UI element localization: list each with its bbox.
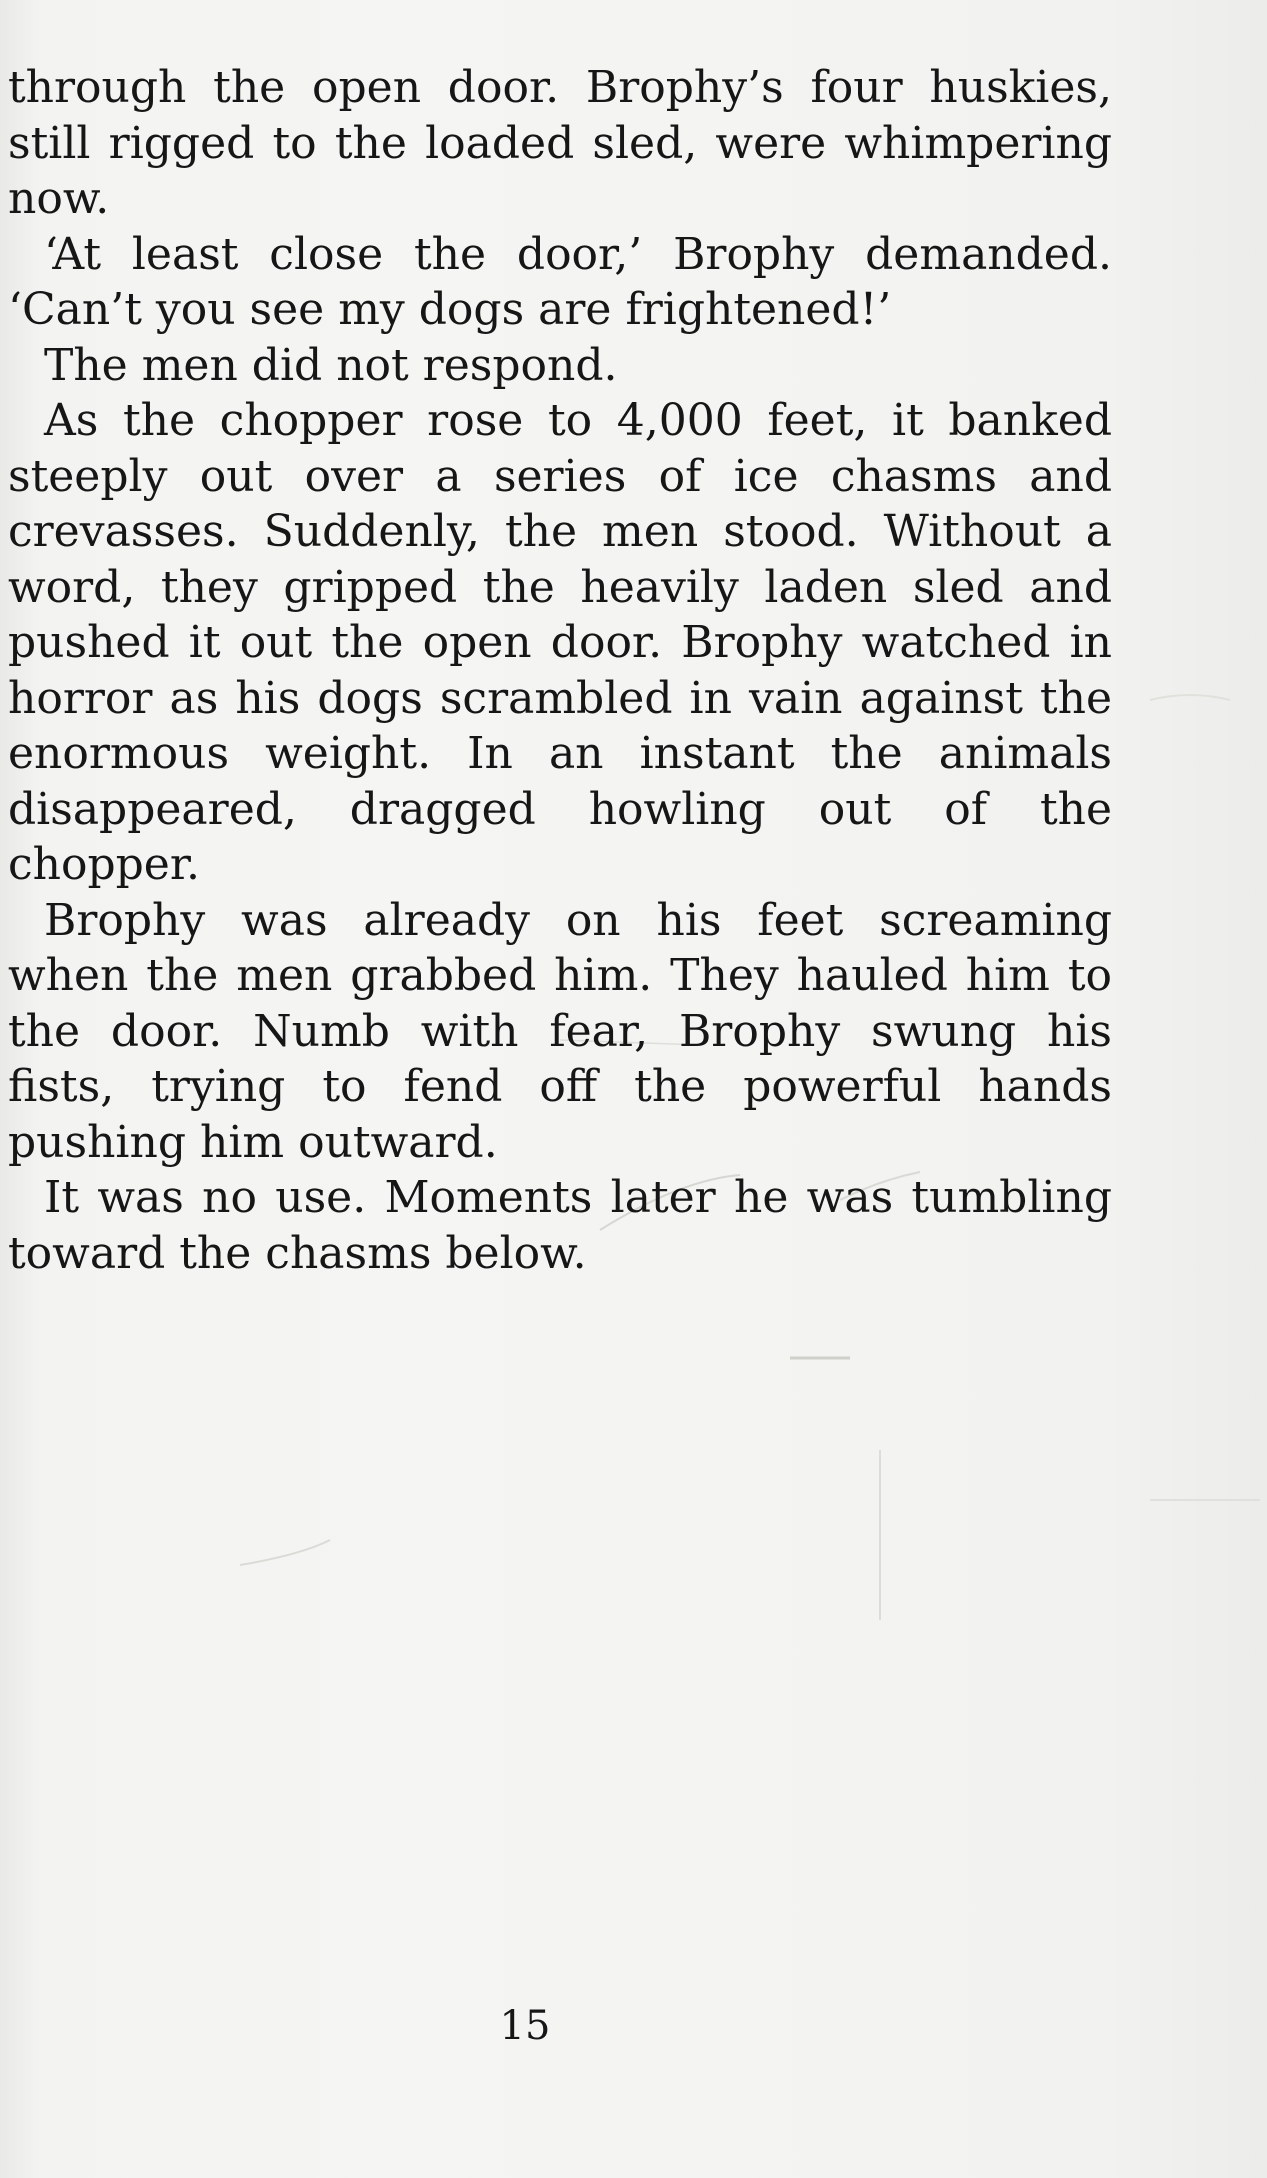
- paragraph-2: ‘At least close the door,’ Brophy demanded. ‘Can’t you see my dogs are frightened!’: [8, 228, 1112, 335]
- page-number: 15: [499, 2003, 551, 2049]
- paragraph-1: through the open door. Brophy’s four huskies, still rigged to the loaded sled, were whimpering now.: [8, 62, 1112, 224]
- paragraph-6: It was no use. Moments later he was tumbling toward the chasms below.: [8, 1172, 1112, 1279]
- paragraph-3: The men did not respond.: [44, 339, 618, 391]
- body-text: [8, 60, 1112, 1281]
- paragraph-5: Brophy was already on his feet screaming when the men grabbed him. They hauled him to the door. Numb with fear, Brophy swung his fists, trying to fend off the powerful hands pushing him outward.: [8, 894, 1112, 1168]
- paragraph-4: As the chopper rose to 4,000 feet, it banked steeply out over a series of ice chasms and crevasses. Suddenly, the men stood. Without a word, they gripped the heavily laden sled and pushed it out the open door. Brophy watched in horror as his dogs scrambled in vain against the enormous weight. In an instant the animals disappeared, dragged howling out of the chopper.: [8, 395, 1112, 890]
